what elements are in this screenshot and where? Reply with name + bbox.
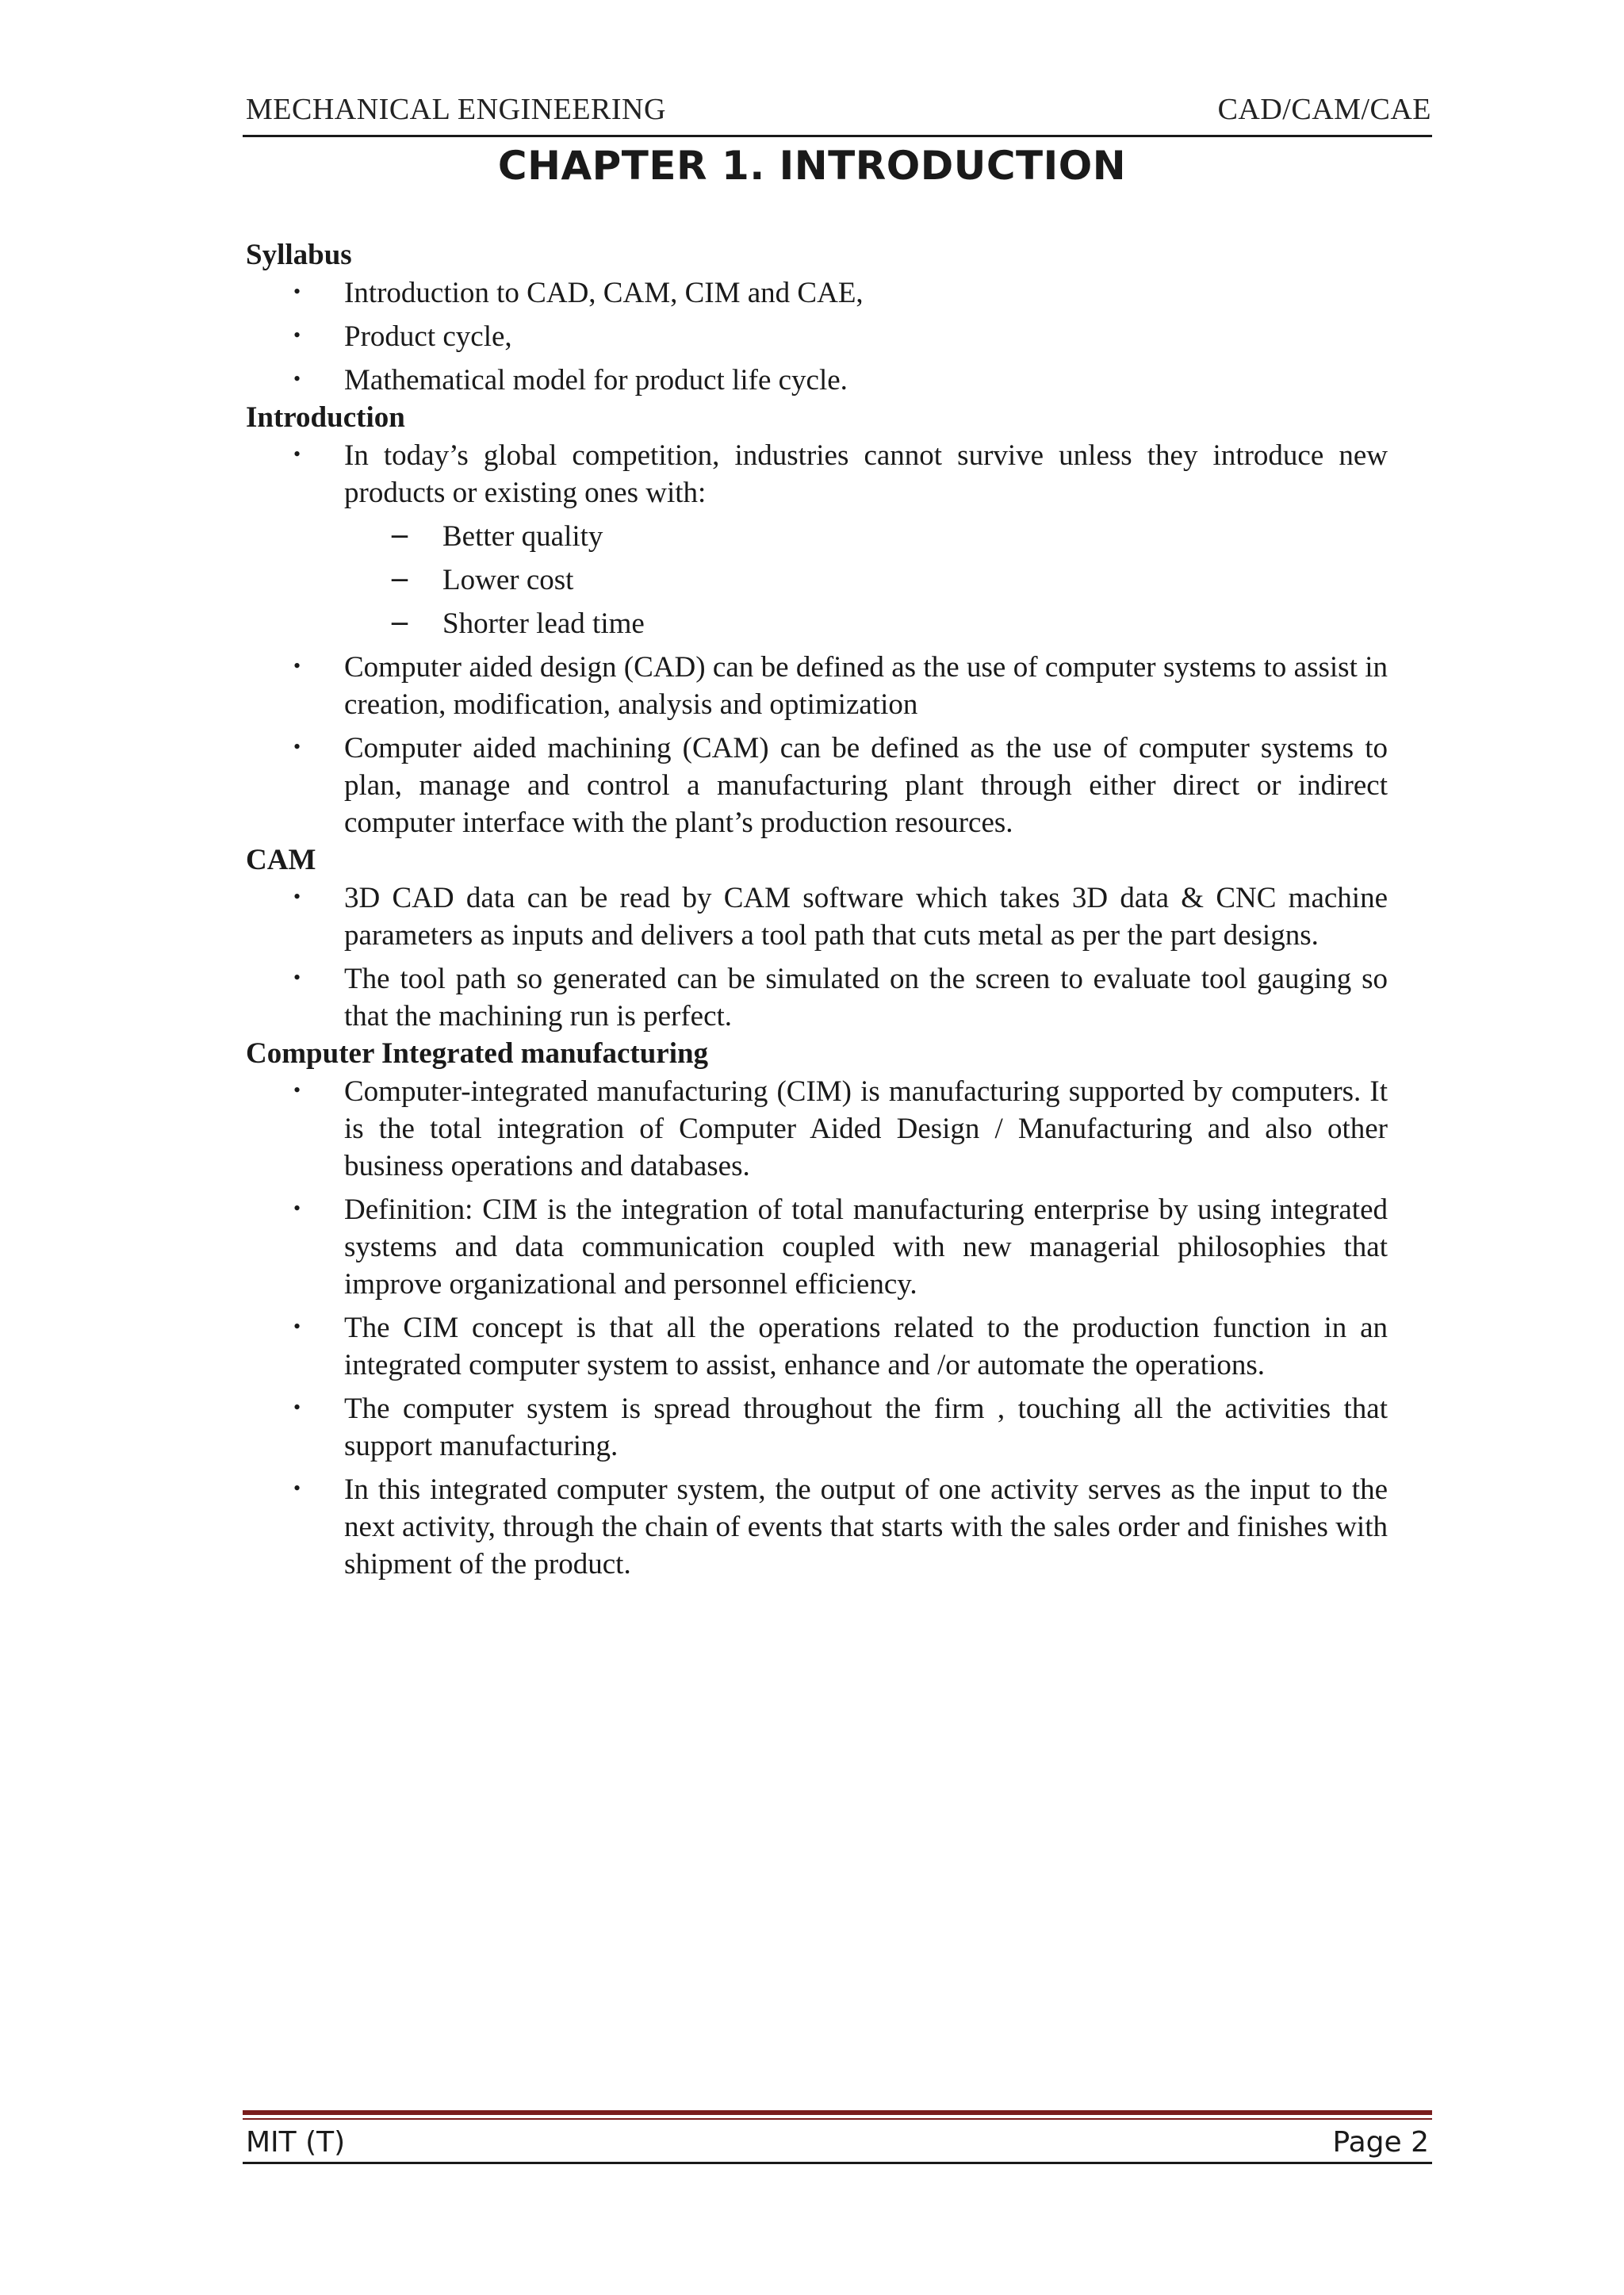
syllabus-list [246,274,1388,399]
footer-rule-bottom [243,2162,1432,2164]
introduction-sublist [246,518,1388,642]
list-item: • The computer system is spread throughout the firm , touching all the activities that support manufacturing. [246,1390,1388,1465]
list-item: • Computer aided design (CAD) can be defined as the use of computer systems to assist in creation, modification, analysis and optimization [246,649,1388,723]
chapter-title: CHAPTER 1. INTRODUCTION [497,143,1127,189]
document-body [246,236,1388,1589]
header-left: MECHANICAL ENGINEERING [246,93,666,126]
section-heading-cim: Computer Integrated manufacturing [246,1037,709,1070]
list-item: • In this integrated computer system, the output of one activity serves as the input to the next activity, through the chain of events that starts with the sales order and finishes with shipment of the product. [246,1471,1388,1583]
cim-list [246,1073,1388,1583]
sub-list-item: – Lower cost [246,561,1388,599]
list-item: • Computer aided machining (CAM) can be defined as the use of computer systems to plan, manage and control a manufacturing plant through either direct or indirect computer interface with the plant’s production resources. [246,730,1388,841]
list-item: • Product cycle, [246,318,1388,355]
list-item: • In today’s global competition, industries cannot survive unless they introduce new products or existing ones with: [246,437,1388,511]
section-heading-introduction: Introduction [246,401,405,434]
sub-list-item: – Better quality [246,518,1388,555]
footer-left: MIT (T) [246,2126,346,2159]
list-item: • Mathematical model for product life cycle. [246,362,1388,399]
introduction-list [246,437,1388,511]
footer-rule-thick [243,2110,1432,2115]
header-right: CAD/CAM/CAE [1217,93,1431,126]
list-item: • The tool path so generated can be simulated on the screen to evaluate tool gauging so that the machining run is perfect. [246,960,1388,1035]
introduction-list-continued [246,649,1388,841]
footer-rule-thin [243,2118,1432,2120]
page-number: Page 2 [1332,2126,1429,2159]
section-heading-syllabus: Syllabus [246,239,352,271]
header-rule [243,135,1432,137]
running-header [246,94,1431,125]
running-footer [246,2125,1429,2160]
list-item: • Computer-integrated manufacturing (CIM) is manufacturing supported by computers. It is the total integration of Computer Aided Design / Manufacturing and also other business operations and databases. [246,1073,1388,1185]
sub-list-item: – Shorter lead time [246,605,1388,642]
list-item: • The CIM concept is that all the operations related to the production function in an integrated computer system to assist, enhance and /or automate the operations. [246,1309,1388,1384]
list-item: • Definition: CIM is the integration of total manufacturing enterprise by using integrated systems and data communication coupled with new managerial philosophies that improve organizational and personnel efficiency. [246,1191,1388,1303]
cam-list [246,879,1388,1035]
list-item: • 3D CAD data can be read by CAM software which takes 3D data & CNC machine parameters as inputs and delivers a tool path that cuts metal as per the part designs. [246,879,1388,954]
section-heading-cam: CAM [246,844,316,876]
list-item: • Introduction to CAD, CAM, CIM and CAE, [246,274,1388,312]
